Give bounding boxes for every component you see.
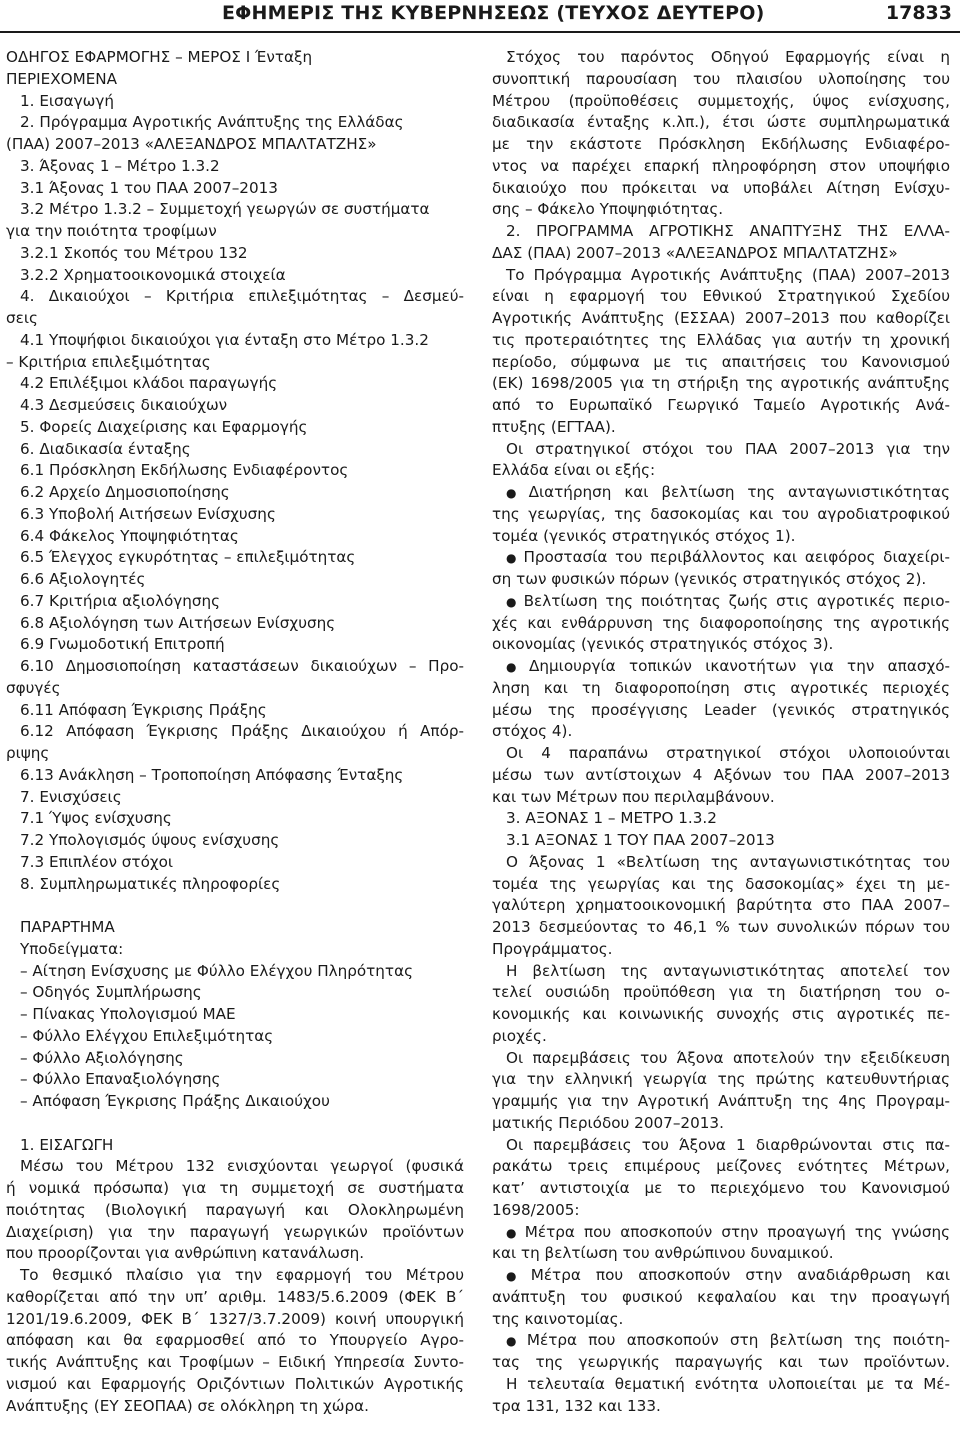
text-line: ή νομικά πρόσωπα) για τη συμμετοχή σε συστήματα xyxy=(6,1179,464,1197)
text-line: απόφαση και θα εφαρμοσθεί από το Υπουργείο Αγρο- xyxy=(6,1331,464,1350)
text-line: της γεωργίας, της δασοκομίας και του αγροδιατροφικού xyxy=(492,504,950,523)
text-line: ΠΕΡΙΕΧΟΜΕΝΑ xyxy=(6,69,118,88)
page-header xyxy=(0,0,960,36)
text-line: 2013 δεσμεύοντας το 46,1 % των συνολικών πόρων του xyxy=(492,918,950,936)
text-line: 6.5 Έλεγχος εγκυρότητας – επιλεξιμότητας xyxy=(20,548,356,567)
page-number: 17833 xyxy=(885,2,952,24)
text-line: 6.9 Γνωμοδοτική Επιτροπή xyxy=(20,635,225,654)
right-column xyxy=(492,47,950,1417)
text-line: – Απόφαση Έγκρισης Πράξης Δικαιούχου xyxy=(20,1092,330,1110)
text-line: Οι 4 παραπάνω στρατηγικοί στόχοι υλοποιούνται xyxy=(506,744,950,762)
text-line: 3. Άξονας 1 – Μέτρο 1.3.2 xyxy=(20,156,220,175)
text-line: 6.8 Αξιολόγηση των Αιτήσεων Ενίσχυσης xyxy=(20,613,336,632)
text-line: και των Μέτρων που περιλαμβάνουν. xyxy=(492,787,775,806)
text-line: 5. Φορείς Διαχείρισης και Εφαρμογής xyxy=(20,417,308,436)
text-line: 3.1 ΑΞΟΝΑΣ 1 ΤΟΥ ΠΑΑ 2007–2013 xyxy=(506,831,775,849)
text-line: συνοπτική παρουσίαση του πλαισίου υλοποίησης του xyxy=(492,69,950,88)
text-line: τρα 131, 132 και 133. xyxy=(492,1396,661,1415)
text-line: για την ποιότητα τροφίμων xyxy=(6,222,217,240)
text-line: γραμμής για την Αγροτική Ανάπτυξη της 4ης Προγραμ- xyxy=(492,1092,950,1110)
text-line: ● Βελτίωση της ποιότητας ζωής στις αγροτικές περιο- xyxy=(492,591,950,613)
text-line: ● Μέτρα που αποσκοπούν στη βελτίωση της ποιότη- xyxy=(492,1330,950,1352)
text-line: στόχος 4). xyxy=(492,722,573,741)
text-line: 3.2.2 Χρηματοοικονομικά στοιχεία xyxy=(20,265,286,284)
text-line: 1201/19.6.2009, ΦΕΚ Β΄ 1327/3.7.2009) κοινή υπουργική xyxy=(6,1309,464,1328)
text-line: περίοδο, σύμφωνα με τις απαιτήσεις του Κανονισμού xyxy=(492,352,950,371)
text-line: 7.1 Ύψος ενίσχυσης xyxy=(20,809,172,828)
text-line: 6.11 Απόφαση Έγκρισης Πράξης xyxy=(20,700,267,719)
text-line: 6.12 Απόφαση Έγκρισης Πράξης Δικαιούχου ή Απόρ- xyxy=(20,722,464,741)
text-line: ΔΑΣ (ΠΑΑ) 2007–2013 «ΑΛΕΞΑΝΔΡΟΣ ΜΠΑΛΤΑΤΖΗΣ» xyxy=(492,243,898,262)
text-line: ● Μέτρα που αποσκοπούν στην προαγωγή της γνώσης xyxy=(492,1222,950,1244)
text-line: κονομικής και κοινωνικής συνοχής στις αγροτικές πε- xyxy=(492,1005,950,1023)
text-line: μέσω της προσέγγισης Leader (γενικός στρατηγικός xyxy=(492,700,950,719)
text-line: ντος να παρέχει επαρκή πληροφόρηση στον υποψήφιο xyxy=(492,156,950,175)
text-line: καθορίζεται από την υπ’ αριθμ. 1483/5.6.2009 (ΦΕΚ Β΄ xyxy=(6,1287,464,1306)
text-line: 3.1 Άξονας 1 του ΠΑΑ 2007–2013 xyxy=(20,178,278,197)
text-line: 7. Ενισχύσεις xyxy=(20,787,122,806)
text-line: Διαχείριση) για την παραγωγή γεωργικών προϊόντων xyxy=(6,1222,464,1241)
text-line: 8. Συμπληρωματικές πληροφορίες xyxy=(20,874,281,893)
text-line: νισμού και Εφαρμογής Οριζόντιων Πολιτικών Αγροτικής xyxy=(6,1374,464,1393)
text-line: 4.3 Δεσμεύσεις δικαιούχων xyxy=(20,396,228,414)
text-line: 3. ΑΞΟΝΑΣ 1 – ΜΕΤΡΟ 1.3.2 xyxy=(506,809,717,828)
text-line: 6. Διαδικασία ένταξης xyxy=(20,439,191,458)
text-line: 6.1 Πρόσκληση Εκδήλωσης Ενδιαφέροντος xyxy=(20,461,349,480)
text-line: ● Προστασία του περιβάλλοντος και αειφόρος διαχείρι- xyxy=(492,547,950,569)
blank-line xyxy=(6,1113,464,1135)
text-line: 2. ΠΡΟΓΡΑΜΜΑ ΑΓΡΟΤΙΚΗΣ ΑΝΑΠΤΥΞΗΣ ΤΗΣ ΕΛΛΑ- xyxy=(506,222,950,240)
text-line: κατ’ αντιστοιχία με το περιεχόμενο του Κανονισμού xyxy=(492,1179,950,1197)
text-line: για την ελληνική γεωργία της πρώτης κατευθυντήριας xyxy=(492,1070,950,1089)
text-line: ριψης xyxy=(6,744,50,762)
text-line: ματικής Περιόδου 2007–2013. xyxy=(492,1113,724,1132)
text-line: Υποδείγματα: xyxy=(20,939,124,958)
text-line: της καινοτομίας. xyxy=(492,1309,624,1328)
text-line: ποιότητας (Βιολογική παραγωγή και Ολοκληρωμένη xyxy=(6,1200,464,1219)
text-line: με την εκάστοτε Πρόσκληση Εκδήλωσης Ενδιαφέρο- xyxy=(492,135,950,153)
text-line: σφυγές xyxy=(6,678,61,697)
text-line: τις προτεραιότητες της Ελλάδας για αυτήν τη χρονική xyxy=(492,330,950,349)
text-line: 4. Δικαιούχοι – Κριτήρια επιλεξιμότητας – Δεσμεύ- xyxy=(20,287,464,306)
text-line: – Οδηγός Συμπλήρωσης xyxy=(20,983,202,1002)
text-line: 1. Εισαγωγή xyxy=(20,91,115,110)
gazette-title: ΕΦΗΜΕΡΙΣ ΤΗΣ ΚΥΒΕΡΝΗΣΕΩΣ (ΤΕΥΧΟΣ ΔΕΥΤΕΡΟ) xyxy=(222,2,765,24)
text-line: 2. Πρόγραμμα Αγροτικής Ανάπτυξης της Ελλάδας xyxy=(20,113,404,132)
text-line: 3.2.1 Σκοπός του Μέτρου 132 xyxy=(20,243,248,262)
text-line: Το Πρόγραμμα Αγροτικής Ανάπτυξης (ΠΑΑ) 2007–2013 xyxy=(506,265,950,284)
text-line: 1. ΕΙΣΑΓΩΓΗ xyxy=(20,1135,114,1154)
text-line: – Φύλλο Ελέγχου Επιλεξιμότητας xyxy=(20,1026,274,1045)
text-line: ανάπτυξη του φυσικού κεφαλαίου και την προαγωγή xyxy=(492,1287,950,1306)
text-line: 6.4 Φάκελος Υποψηφιότητας xyxy=(20,526,239,545)
text-line: 6.7 Κριτήρια αξιολόγησης xyxy=(20,591,221,610)
text-line: είναι η εφαρμογή του Εθνικού Στρατηγικού Σχεδίου xyxy=(492,287,950,306)
text-line: Το θεσμικό πλαίσιο για την εφαρμογή του Μέτρου xyxy=(20,1266,464,1284)
text-line: ΟΔΗΓΟΣ ΕΦΑΡΜΟΓΗΣ – ΜΕΡΟΣ Ι Ένταξη xyxy=(6,48,313,66)
text-line: 4.2 Επιλέξιμοι κλάδοι παραγωγής xyxy=(20,374,278,393)
text-line: πτυξης (ΕΓΤΑΑ). xyxy=(492,417,616,436)
text-line: 3.2 Μέτρο 1.3.2 – Συμμετοχή γεωργών σε συστήματα xyxy=(20,200,430,219)
text-line: Οι παρεμβάσεις του Άξονα 1 διαρθρώνονται στις πα- xyxy=(506,1135,950,1154)
text-line: ● Δημιουργία τοπικών ικανοτήτων για την απασχό- xyxy=(492,656,950,678)
text-line: ● Μέτρα που αποσκοπούν στην αναδιάρθρωση και xyxy=(492,1265,950,1287)
text-line: ριοχές. xyxy=(492,1026,547,1045)
text-line: από το Ευρωπαϊκό Γεωργικό Ταμείο Αγροτικής Ανά- xyxy=(492,396,950,414)
text-line: – Φύλλο Αξιολόγησης xyxy=(20,1048,184,1067)
text-line: 1698/2005: xyxy=(492,1200,580,1219)
text-line: τομέα της γεωργίας και της δασοκομίας» έχει τη με- xyxy=(492,874,950,893)
blank-line xyxy=(6,895,464,917)
text-line: 7.2 Υπολογισμός ύψους ενίσχυσης xyxy=(20,831,280,849)
text-line: τελεί ουσιώδη προϋπόθεση για τη διατήρηση του ο- xyxy=(492,983,950,1002)
text-line: – Αίτηση Ενίσχυσης με Φύλλο Ελέγχου Πληρότητας xyxy=(20,961,413,980)
text-line: και τη βελτίωση του ανθρώπινου δυναμικού. xyxy=(492,1244,834,1263)
text-line: σης – Φάκελο Υποψηφιότητας. xyxy=(492,200,724,219)
text-line: χές και ενθάρρυνση της διαφοροποίησης της αγροτικής xyxy=(492,613,950,632)
text-line: τας της γεωργικής παραγωγής και των προϊόντων. xyxy=(492,1353,950,1371)
text-line: 6.2 Αρχείο Δημοσιοποίησης xyxy=(20,483,230,501)
text-line: Αγροτικής Ανάπτυξης (ΕΣΣΑΑ) 2007–2013 που καθορίζει xyxy=(492,309,950,327)
text-line: οικονομίας (γενικός στρατηγικός στόχος 3). xyxy=(492,635,834,654)
header-rule xyxy=(0,31,960,33)
text-line: ● Διατήρηση και βελτίωση της ανταγωνιστικότητας xyxy=(492,482,950,504)
left-column xyxy=(6,47,464,1417)
text-line: Ανάπτυξης (ΕΥ ΣΕΟΠΑΑ) σε ολόκληρη τη χώρα. xyxy=(6,1396,369,1415)
text-line: Μέσω του Μέτρου 132 ενισχύονται γεωργοί (φυσικά xyxy=(20,1157,464,1176)
text-line: ληση και τη διαφοροποίηση στις αγροτικές περιοχές xyxy=(492,678,950,697)
text-line: δικαιούχο που πρόκειται να υποβάλει Αίτηση Ενίσχυ- xyxy=(492,178,950,197)
text-line: 6.3 Υποβολή Αιτήσεων Ενίσχυσης xyxy=(20,504,276,523)
text-line: Η βελτίωση της ανταγωνιστικότητας αποτελεί τον xyxy=(506,961,950,980)
text-line: Ο Άξονας 1 «Βελτίωση της ανταγωνιστικότητας του xyxy=(506,852,950,871)
text-line: γαλύτερη χρηματοοικονομική βαρύτητα στο ΠΑΑ 2007– xyxy=(492,896,950,915)
text-line: ΠΑΡΑΡΤΗΜΑ xyxy=(20,918,115,936)
text-line: ρακάτω τρεις επιμέρους μείζονες ενότητες Μέτρων, xyxy=(492,1157,950,1176)
text-line: 4.1 Υποψήφιοι δικαιούχοι για ένταξη στο Μέτρο 1.3.2 xyxy=(20,330,429,349)
text-line: διαδικασία ένταξης κ.λπ.), έτσι ώστε συμπληρωματικά xyxy=(492,113,950,132)
text-line: που προορίζονται για ανθρώπινη κατανάλωση. xyxy=(6,1244,365,1263)
text-line: 6.10 Δημοσιοποίηση καταστάσεων δικαιούχων – Προ- xyxy=(20,657,464,675)
text-line: – Κριτήρια επιλεξιμότητας xyxy=(6,352,211,371)
text-line: (ΠΑΑ) 2007–2013 «ΑΛΕΞΑΝΔΡΟΣ ΜΠΑΛΤΑΤΖΗΣ» xyxy=(6,135,377,153)
text-line: – Πίνακας Υπολογισμού ΜΑΕ xyxy=(20,1005,236,1023)
text-line: (ΕΚ) 1698/2005 για τη στήριξη της αγροτικής ανάπτυξης xyxy=(492,374,950,393)
text-line: Η τελευταία θεματική ενότητα υλοποιείται με τα Μέ- xyxy=(506,1374,950,1393)
text-line: Ελλάδα είναι οι εξής: xyxy=(492,461,656,480)
text-line: 6.13 Ανάκληση – Τροποποίηση Απόφασης Ένταξης xyxy=(20,765,404,784)
text-line: Στόχος του παρόντος Οδηγού Εφαρμογής είναι η xyxy=(506,48,950,66)
text-line: 6.6 Αξιολογητές xyxy=(20,570,146,588)
text-line: – Φύλλο Επαναξιολόγησης xyxy=(20,1070,221,1089)
text-line: μέσω των αντίστοιχων 4 Αξόνων του ΠΑΑ 2007–2013 xyxy=(492,765,950,784)
text-line: Μέτρου (προϋποθέσεις συμμετοχής, ύψος ενίσχυσης, xyxy=(492,91,950,110)
text-line: ση των φυσικών πόρων (γενικός στρατηγικός στόχος 2). xyxy=(492,570,927,588)
text-line: Προγράμματος. xyxy=(492,939,613,958)
text-line: 7.3 Επιπλέον στόχοι xyxy=(20,852,174,871)
text-line: τικής Ανάπτυξης και Τροφίμων – Ειδική Υπηρεσία Συντο- xyxy=(6,1353,464,1371)
text-line: Οι παρεμβάσεις του Άξονα αποτελούν την εξειδίκευση xyxy=(506,1048,950,1067)
text-line: Οι στρατηγικοί στόχοι του ΠΑΑ 2007–2013 για την xyxy=(506,439,950,458)
text-line: τομέα (γενικός στρατηγικός στόχος 1). xyxy=(492,526,796,545)
text-line: σεις xyxy=(6,309,38,327)
